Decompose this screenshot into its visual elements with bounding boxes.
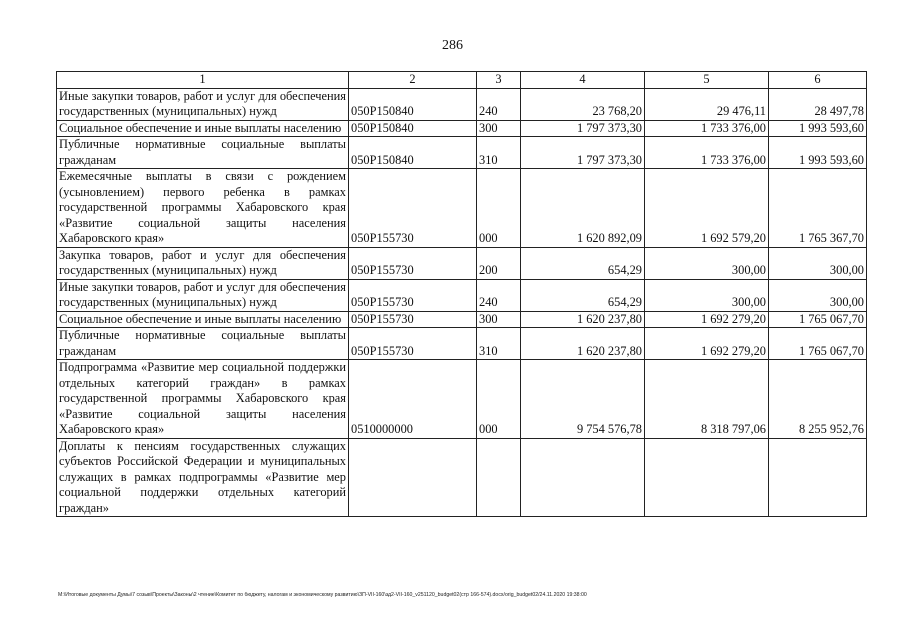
table-row [57,137,867,169]
row-value-1: 654,29 [521,279,645,311]
row-vr: 000 [477,360,521,439]
row-name: Ежемесячные выплаты в связи с рождением (усыновлением) первого ребенка в рамках государственной программы Хабаровского края «Развитие социальной защиты населения Хабаровского края» [57,169,349,248]
row-value-2: 1 692 579,20 [645,169,769,248]
row-code: 050P150840 [349,120,477,137]
row-value-3: 8 255 952,76 [769,360,867,439]
row-vr: 310 [477,137,521,169]
row-value-2: 300,00 [645,279,769,311]
header-col-1: 1 [57,72,349,89]
header-col-6: 6 [769,72,867,89]
row-value-2: 29 476,11 [645,88,769,120]
table-row [57,438,867,517]
header-col-4: 4 [521,72,645,89]
row-value-2: 1 692 279,20 [645,328,769,360]
row-value-1: 1 620 892,09 [521,169,645,248]
row-name: Иные закупки товаров, работ и услуг для обеспечения государственных (муниципальных) нужд [57,279,349,311]
row-name: Закупка товаров, работ и услуг для обеспечения государственных (муниципальных) нужд [57,247,349,279]
row-value-1: 1 797 373,30 [521,137,645,169]
row-value-3: 1 765 067,70 [769,311,867,328]
row-value-3: 1 765 367,70 [769,169,867,248]
row-vr: 000 [477,169,521,248]
row-code: 050P150840 [349,137,477,169]
row-value-2: 300,00 [645,247,769,279]
row-code: 050P155730 [349,247,477,279]
row-code: 0510000000 [349,360,477,439]
row-value-2: 1 692 279,20 [645,311,769,328]
table-row [57,247,867,279]
table-row [57,311,867,328]
row-name: Доплаты к пенсиям государственных служащих субъектов Российской Федерации и муниципальных служащих в рамках подпрограммы «Развитие мер социальной поддержки отдельных категорий граждан» [57,438,349,517]
row-value-2: 8 318 797,06 [645,360,769,439]
row-vr: 240 [477,279,521,311]
row-value-3 [769,438,867,517]
row-value-1: 1 797 373,30 [521,120,645,137]
row-vr: 240 [477,88,521,120]
row-name: Публичные нормативные социальные выплаты гражданам [57,328,349,360]
row-name: Социальное обеспечение и иные выплаты населению [57,120,349,137]
row-vr [477,438,521,517]
header-col-2: 2 [349,72,477,89]
row-code [349,438,477,517]
row-value-1: 1 620 237,80 [521,311,645,328]
row-value-1: 23 768,20 [521,88,645,120]
row-value-2 [645,438,769,517]
table-row [57,169,867,248]
table-row [57,328,867,360]
row-value-3: 300,00 [769,279,867,311]
row-value-1: 9 754 576,78 [521,360,645,439]
header-col-5: 5 [645,72,769,89]
row-name: Публичные нормативные социальные выплаты гражданам [57,137,349,169]
row-vr: 300 [477,311,521,328]
budget-table [56,71,867,517]
row-value-3: 28 497,78 [769,88,867,120]
row-code: 050P155730 [349,279,477,311]
header-col-3: 3 [477,72,521,89]
row-vr: 200 [477,247,521,279]
page-number: 286 [442,38,463,53]
row-value-3: 1 993 593,60 [769,120,867,137]
row-name: Подпрограмма «Развитие мер социальной поддержки отдельных категорий граждан» в рамках государственной программы Хабаровского края «Развитие социальной защиты населения Хабаровского края» [57,360,349,439]
row-value-1: 1 620 237,80 [521,328,645,360]
row-vr: 300 [477,120,521,137]
table-row [57,360,867,439]
row-value-1 [521,438,645,517]
row-value-2: 1 733 376,00 [645,137,769,169]
table-row [57,120,867,137]
table-row [57,279,867,311]
footer-file-path: M:\Итоговые документы Думы\7 созыв\Проекты\Законы\2 чтение\Комитет по бюджету, налогам и экономическому развитию\ЗП-VII-160\зд2-VII-160_v251120_budget02(стр 166-574).docx/orig_budget02/24.11.2020 19:38:00 [58,592,587,598]
row-code: 050P155730 [349,328,477,360]
row-value-3: 1 993 593,60 [769,137,867,169]
row-name: Иные закупки товаров, работ и услуг для обеспечения государственных (муниципальных) нужд [57,88,349,120]
row-value-3: 1 765 067,70 [769,328,867,360]
row-value-2: 1 733 376,00 [645,120,769,137]
row-name: Социальное обеспечение и иные выплаты населению [57,311,349,328]
row-vr: 310 [477,328,521,360]
table-row [57,88,867,120]
row-value-1: 654,29 [521,247,645,279]
row-code: 050P155730 [349,169,477,248]
row-value-3: 300,00 [769,247,867,279]
table-header-row [57,72,867,89]
row-code: 050P155730 [349,311,477,328]
row-code: 050P150840 [349,88,477,120]
